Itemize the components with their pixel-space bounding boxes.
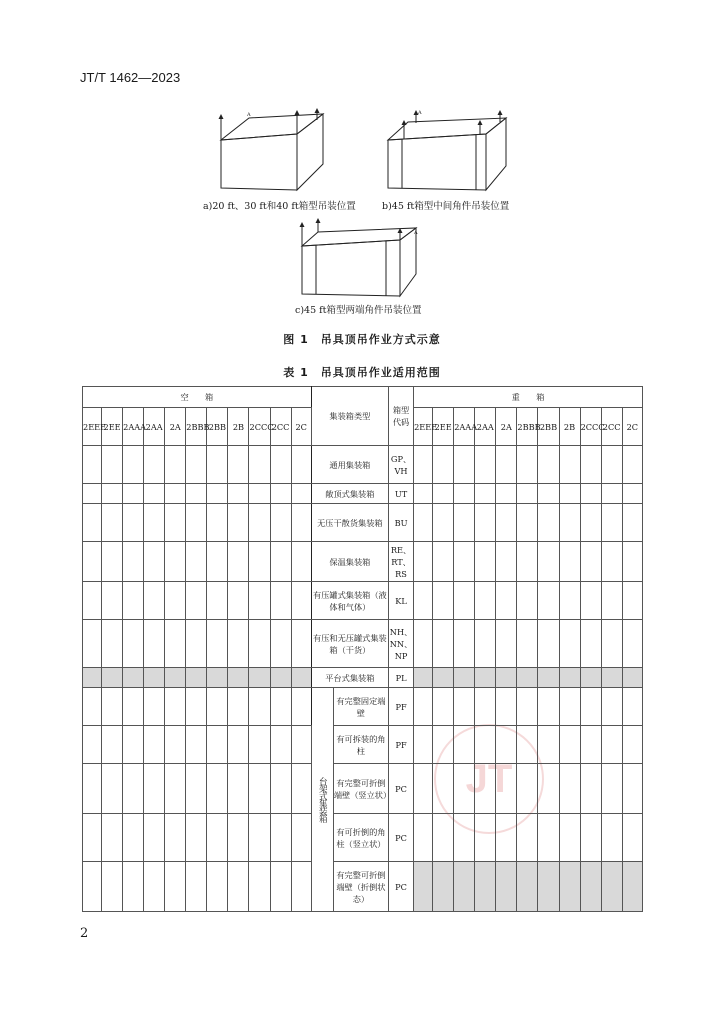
container-type: 有压罐式集装箱（液体和气体）: [311, 582, 388, 620]
container-code: KL: [389, 582, 414, 620]
figure-a-label: A: [247, 112, 251, 118]
table-row: [83, 620, 643, 668]
watermark-stamp: JT: [434, 724, 544, 834]
table-row: [83, 688, 643, 726]
empty-container-header: 空 箱: [83, 387, 312, 408]
size-col-header: 2BB: [207, 408, 228, 446]
table-row: [83, 726, 643, 764]
container-type: 有压和无压罐式集装箱（干货）: [311, 620, 388, 668]
platform-group-label: 台架式集装箱: [311, 688, 333, 912]
container-type: 有可折倒的角柱（竖立状）: [333, 814, 388, 862]
table-row: [83, 504, 643, 542]
table-row: [83, 446, 643, 484]
container-code: BU: [389, 504, 414, 542]
container-code: NH、NN、NP: [389, 620, 414, 668]
container-code: RE、RT、RS: [389, 542, 414, 582]
table-title: 表 1 吊具顶吊作业适用范围: [283, 366, 441, 379]
size-col-header: 2EE: [102, 408, 123, 446]
table-row: [83, 542, 643, 582]
size-col-header: 2EE: [433, 408, 454, 446]
container-code: PC: [389, 814, 414, 862]
figure-c-label: A: [414, 230, 418, 236]
table-row: [83, 484, 643, 504]
heavy-container-header: 重 箱: [414, 387, 643, 408]
figure-c-caption: c)45 ft箱型两端角件吊装位置: [295, 305, 422, 316]
size-col-header: 2C: [622, 408, 642, 446]
application-range-table: [82, 386, 643, 912]
size-col-header: 2BB: [538, 408, 559, 446]
table-row: [83, 814, 643, 862]
size-col-header: 2B: [559, 408, 580, 446]
container-code: PC: [389, 862, 414, 912]
container-code: PC: [389, 764, 414, 814]
size-col-header: 2EEE: [83, 408, 102, 446]
figure-a-caption: a)20 ft、30 ft和40 ft箱型吊装位置: [203, 201, 356, 212]
size-col-header: 2AA: [475, 408, 496, 446]
container-type: 有完整可折倒端壁（折倒状态）: [333, 862, 388, 912]
size-col-header: 2B: [228, 408, 249, 446]
page-number: 2: [80, 926, 89, 941]
container-type: 平台式集装箱: [311, 668, 388, 688]
table-row: [83, 764, 643, 814]
size-col-header: 2CC: [601, 408, 622, 446]
size-col-header: 2A: [165, 408, 186, 446]
size-col-header: 2A: [496, 408, 517, 446]
container-type: 敞顶式集装箱: [311, 484, 388, 504]
size-col-header: 2CCC: [580, 408, 601, 446]
container-type: 通用集装箱: [311, 446, 388, 484]
size-col-header: 2BBB: [186, 408, 207, 446]
size-col-header: 2AA: [144, 408, 165, 446]
container-code: GP、VH: [389, 446, 414, 484]
size-col-header: 2C: [291, 408, 311, 446]
size-col-header: 2CC: [270, 408, 291, 446]
container-type: 有完整固定端壁: [333, 688, 388, 726]
figure-title: 图 1 吊具顶吊作业方式示意: [283, 333, 441, 346]
container-code: UT: [389, 484, 414, 504]
container-code: PF: [389, 726, 414, 764]
size-col-header: 2EEE: [414, 408, 433, 446]
container-type-header: 集装箱类型: [311, 387, 388, 446]
figure-b-label: A: [418, 110, 422, 116]
figure-b-diagram: [380, 108, 515, 194]
container-code: PF: [389, 688, 414, 726]
size-col-header: 2AAA: [123, 408, 144, 446]
size-col-header: 2CCC: [249, 408, 270, 446]
container-type: 保温集装箱: [311, 542, 388, 582]
table-row: [83, 862, 643, 912]
table-row: [83, 668, 643, 688]
container-type: 无压干散货集装箱: [311, 504, 388, 542]
table-row: [83, 582, 643, 620]
container-type: 有可拆装的角柱: [333, 726, 388, 764]
container-type: 有完整可折倒端壁（竖立状）: [333, 764, 388, 814]
container-code-header: 箱型代码: [389, 387, 414, 446]
container-code: PL: [389, 668, 414, 688]
standard-code: JT/T 1462—2023: [80, 70, 181, 85]
size-col-header: 2BBB: [517, 408, 538, 446]
figure-c-diagram: [288, 216, 428, 300]
size-col-header: 2AAA: [454, 408, 475, 446]
figure-b-caption: b)45 ft箱型中间角件吊装位置: [382, 201, 510, 212]
figure-a-diagram: [205, 108, 335, 194]
